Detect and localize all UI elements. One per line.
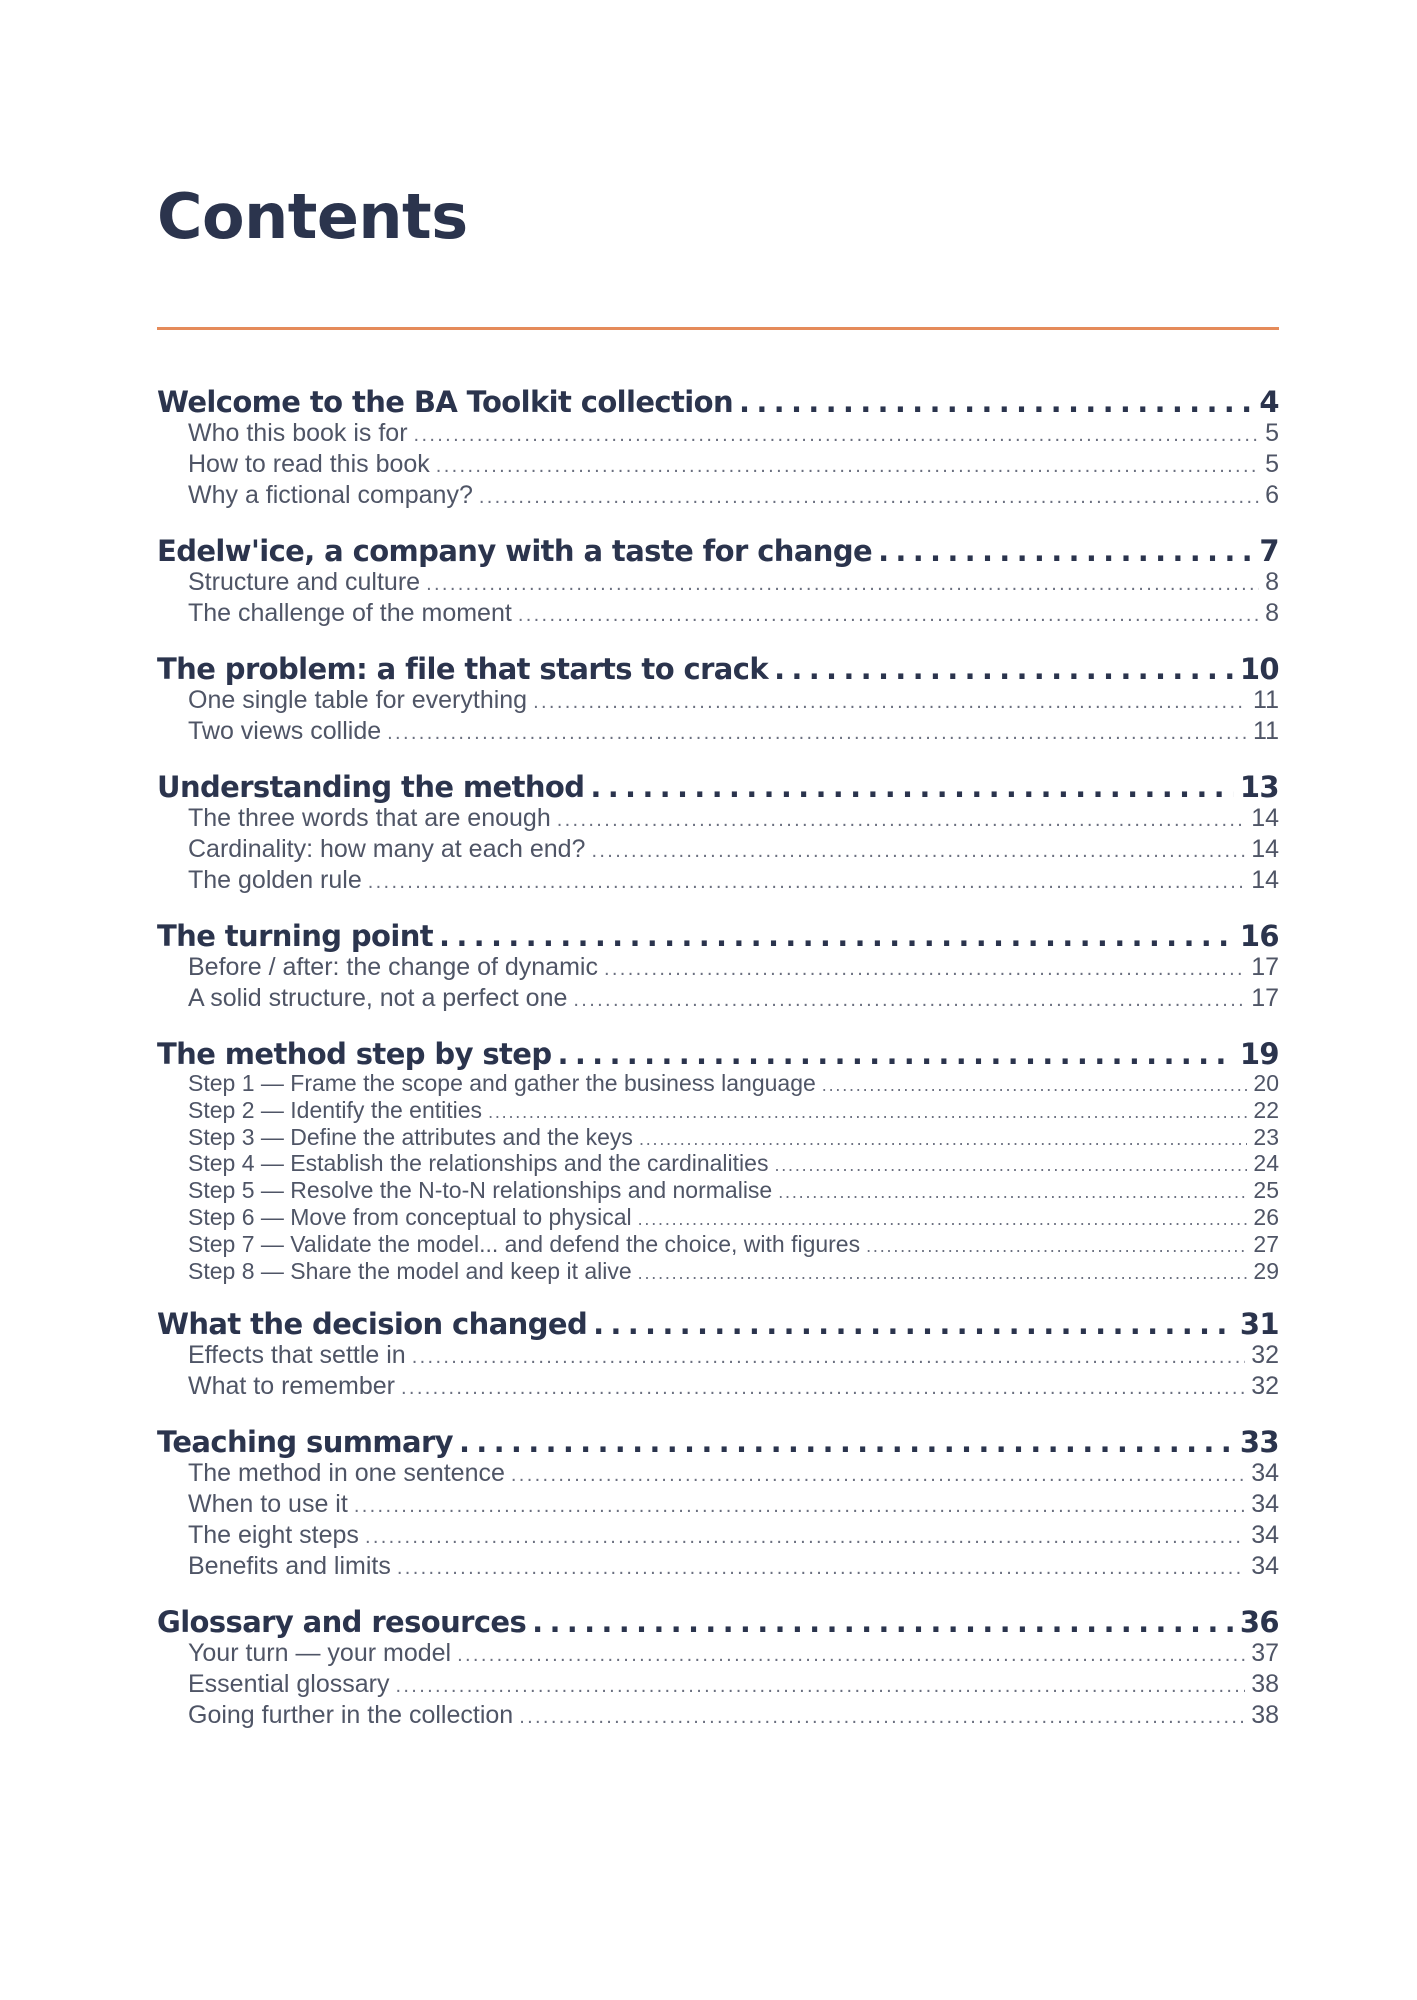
toc-chapter <box>157 1426 1279 1583</box>
toc-section-page-number: 22 <box>1253 1096 1279 1123</box>
toc-section-title: Step 1 — Frame the scope and gather the business language <box>188 1070 816 1096</box>
toc-section-page-number: 29 <box>1253 1257 1279 1284</box>
dot-leader <box>878 535 1253 568</box>
toc-chapter-entry[interactable] <box>157 771 1279 804</box>
toc-section-entry[interactable] <box>157 1639 1279 1670</box>
toc-section-page-number: 25 <box>1253 1177 1279 1204</box>
toc-chapter-page-number: 16 <box>1239 919 1279 953</box>
toc-section-page-number: 17 <box>1251 953 1279 981</box>
toc-section-title: Step 4 — Establish the relationships and the cardinalities <box>188 1150 769 1177</box>
dot-leader <box>639 1127 1247 1152</box>
toc-section-entry[interactable] <box>157 984 1279 1015</box>
toc-section-title: Who this book is for <box>188 419 408 447</box>
toc-chapter-page-number: 33 <box>1239 1425 1279 1460</box>
title-divider <box>157 327 1279 330</box>
toc-chapter-title: Glossary and resources <box>157 1605 527 1640</box>
toc-section-page-number: 27 <box>1253 1230 1279 1257</box>
dot-leader <box>426 570 1259 599</box>
toc-section-entry[interactable] <box>157 1701 1279 1732</box>
dot-leader <box>488 1100 1247 1125</box>
toc-chapter-page-number: 4 <box>1259 385 1279 419</box>
toc-section-entry[interactable] <box>157 953 1279 984</box>
toc-chapter-entry[interactable] <box>157 1606 1279 1639</box>
toc-section-entry[interactable] <box>157 1552 1279 1583</box>
dot-leader <box>822 1073 1248 1098</box>
toc-section-entry[interactable] <box>157 1151 1279 1178</box>
toc-section-title: Structure and culture <box>188 568 421 596</box>
dot-leader <box>365 1523 1245 1552</box>
dot-leader <box>519 1703 1245 1732</box>
toc-chapter-entry[interactable] <box>157 1426 1279 1459</box>
dot-leader <box>573 986 1245 1015</box>
toc-chapter <box>157 535 1279 630</box>
toc-chapter-title: The turning point <box>157 919 434 953</box>
toc-section-entry[interactable] <box>157 1071 1279 1098</box>
dot-leader <box>511 1461 1245 1490</box>
toc-section-page-number: 32 <box>1251 1341 1279 1370</box>
toc-chapter-page-number: 36 <box>1239 1605 1279 1640</box>
toc-section-title: Why a fictional company? <box>188 481 473 509</box>
page-title: Contents <box>157 180 468 253</box>
dot-leader <box>866 1234 1247 1259</box>
toc-section-page-number: 8 <box>1265 599 1279 627</box>
toc-chapter-entry[interactable] <box>157 653 1279 686</box>
dot-leader <box>590 771 1233 804</box>
toc-section-page-number: 11 <box>1253 686 1279 714</box>
toc-section-page-number: 23 <box>1253 1123 1279 1150</box>
toc-chapter-title: Welcome to the BA Toolkit collection <box>157 385 733 419</box>
dot-leader <box>397 1554 1245 1583</box>
toc-chapter <box>157 1038 1279 1285</box>
toc-section-page-number: 32 <box>1251 1372 1279 1401</box>
toc-section-entry[interactable] <box>157 1178 1279 1205</box>
dot-leader <box>604 955 1245 984</box>
toc-chapter-entry[interactable] <box>157 920 1279 953</box>
dot-leader <box>638 1261 1248 1286</box>
toc-section-entry[interactable] <box>157 1372 1279 1403</box>
toc-chapter <box>157 653 1279 748</box>
dot-leader <box>387 719 1247 748</box>
toc-section-page-number: 34 <box>1251 1552 1279 1581</box>
toc-chapter <box>157 1606 1279 1732</box>
dot-leader <box>774 653 1234 686</box>
dot-leader <box>638 1207 1248 1232</box>
toc-section-entry[interactable] <box>157 1259 1279 1286</box>
toc-section-page-number: 14 <box>1251 835 1279 863</box>
dot-leader <box>591 837 1245 866</box>
toc-section-entry[interactable] <box>157 1098 1279 1125</box>
toc-chapter-title: Understanding the method <box>157 770 585 804</box>
toc-section-entry[interactable] <box>157 1125 1279 1152</box>
toc-section-title: Step 7 — Validate the model... and defend the choice, with figures <box>188 1230 861 1257</box>
toc-section-title: Essential glossary <box>188 1670 390 1699</box>
toc-section-title: What to remember <box>188 1372 396 1401</box>
toc-section-entry[interactable] <box>157 1670 1279 1701</box>
dot-leader <box>414 421 1260 450</box>
toc-section-entry[interactable] <box>157 804 1279 835</box>
toc-section-title: The method in one sentence <box>188 1459 505 1488</box>
toc-chapter-page-number: 19 <box>1239 1037 1279 1071</box>
toc-section-entry[interactable] <box>157 419 1279 450</box>
dot-leader <box>436 452 1259 481</box>
toc-section-entry[interactable] <box>157 599 1279 630</box>
toc-section-page-number: 6 <box>1265 481 1279 509</box>
toc-chapter-entry[interactable] <box>157 535 1279 568</box>
toc-section-title: When to use it <box>188 1490 348 1519</box>
dot-leader <box>354 1492 1245 1521</box>
toc-section-entry[interactable] <box>157 686 1279 717</box>
toc-section-title: Before / after: the change of dynamic <box>188 953 598 981</box>
dot-leader <box>593 1308 1234 1341</box>
dot-leader <box>479 483 1259 512</box>
dot-leader <box>558 1038 1234 1071</box>
toc-chapter-title: The method step by step <box>157 1037 552 1071</box>
dot-leader <box>557 806 1245 835</box>
toc-section-page-number: 37 <box>1251 1639 1279 1668</box>
toc-chapter <box>157 771 1279 897</box>
toc-chapter <box>157 920 1279 1015</box>
toc-chapter-page-number: 31 <box>1239 1307 1279 1342</box>
toc-chapter-page-number: 10 <box>1239 652 1279 686</box>
toc-chapter-title: What the decision changed <box>157 1307 588 1342</box>
toc-chapter <box>157 386 1279 512</box>
toc-section-page-number: 34 <box>1251 1521 1279 1550</box>
dot-leader <box>739 386 1253 419</box>
toc-section-page-number: 26 <box>1253 1203 1279 1230</box>
dot-leader <box>778 1180 1247 1205</box>
toc-section-page-number: 20 <box>1253 1070 1279 1096</box>
toc-section-title: A solid structure, not a perfect one <box>188 984 568 1012</box>
toc-section-entry[interactable] <box>157 1341 1279 1372</box>
toc-section-title: Cardinality: how many at each end? <box>188 835 586 863</box>
toc-section-entry[interactable] <box>157 1459 1279 1490</box>
toc-section-title: The three words that are enough <box>188 804 551 832</box>
toc-chapter-entry[interactable] <box>157 1308 1279 1341</box>
dot-leader <box>459 1426 1234 1459</box>
dot-leader <box>401 1374 1245 1403</box>
toc-section-page-number: 17 <box>1251 984 1279 1012</box>
dot-leader <box>395 1672 1245 1701</box>
dot-leader <box>368 868 1245 897</box>
toc-section-title: Step 5 — Resolve the N-to-N relationships and normalise <box>188 1177 773 1204</box>
toc-chapter-title: The problem: a file that starts to crack <box>157 652 769 686</box>
toc-section-title: The golden rule <box>188 866 362 894</box>
toc-section-page-number: 38 <box>1251 1670 1279 1699</box>
toc-section-title: Effects that settle in <box>188 1341 406 1370</box>
toc-section-title: Step 2 — Identify the entities <box>188 1096 483 1123</box>
toc-chapter-title: Teaching summary <box>157 1425 453 1460</box>
toc-chapter-entry[interactable] <box>157 1038 1279 1071</box>
toc-section-title: Your turn — your model <box>188 1639 452 1668</box>
dot-leader <box>439 920 1234 953</box>
toc-section-page-number: 5 <box>1265 450 1279 478</box>
toc-section-title: Benefits and limits <box>188 1552 391 1581</box>
toc-section-title: How to read this book <box>188 450 430 478</box>
dot-leader <box>457 1641 1245 1670</box>
toc-section-page-number: 11 <box>1253 717 1279 745</box>
toc-section-page-number: 24 <box>1253 1150 1279 1177</box>
dot-leader <box>532 1606 1234 1639</box>
dot-leader <box>774 1153 1247 1178</box>
toc-section-page-number: 14 <box>1251 804 1279 832</box>
dot-leader <box>518 601 1259 630</box>
toc-chapter-title: Edelw'ice, a company with a taste for change <box>157 534 873 568</box>
toc-section-title: Step 6 — Move from conceptual to physical <box>188 1203 632 1230</box>
toc-section-entry[interactable] <box>157 835 1279 866</box>
toc-section-entry[interactable] <box>157 1521 1279 1552</box>
toc-section-title: Going further in the collection <box>188 1701 514 1730</box>
toc-section-page-number: 8 <box>1265 568 1279 596</box>
toc-chapter-page-number: 7 <box>1259 534 1279 568</box>
dot-leader <box>412 1343 1245 1372</box>
toc-section-title: The challenge of the moment <box>188 599 512 627</box>
toc-chapter-entry[interactable] <box>157 386 1279 419</box>
toc-section-title: The eight steps <box>188 1521 359 1550</box>
toc-section-entry[interactable] <box>157 1490 1279 1521</box>
toc-section-title: Step 8 — Share the model and keep it alive <box>188 1257 632 1284</box>
dot-leader <box>533 688 1247 717</box>
toc-chapter-page-number: 13 <box>1239 770 1279 804</box>
toc-section-title: Step 3 — Define the attributes and the keys <box>188 1123 633 1150</box>
toc-section-title: Two views collide <box>188 717 382 745</box>
toc-section-page-number: 34 <box>1251 1459 1279 1488</box>
table-of-contents <box>157 386 1279 1732</box>
toc-section-title: One single table for everything <box>188 686 528 714</box>
toc-section-entry[interactable] <box>157 717 1279 748</box>
toc-section-entry[interactable] <box>157 1232 1279 1259</box>
toc-chapter <box>157 1308 1279 1403</box>
toc-section-entry[interactable] <box>157 1205 1279 1232</box>
toc-section-page-number: 34 <box>1251 1490 1279 1519</box>
toc-section-entry[interactable] <box>157 450 1279 481</box>
toc-section-page-number: 5 <box>1265 419 1279 447</box>
toc-section-entry[interactable] <box>157 866 1279 897</box>
toc-section-page-number: 38 <box>1251 1701 1279 1730</box>
toc-section-page-number: 14 <box>1251 866 1279 894</box>
toc-section-entry[interactable] <box>157 481 1279 512</box>
toc-section-entry[interactable] <box>157 568 1279 599</box>
